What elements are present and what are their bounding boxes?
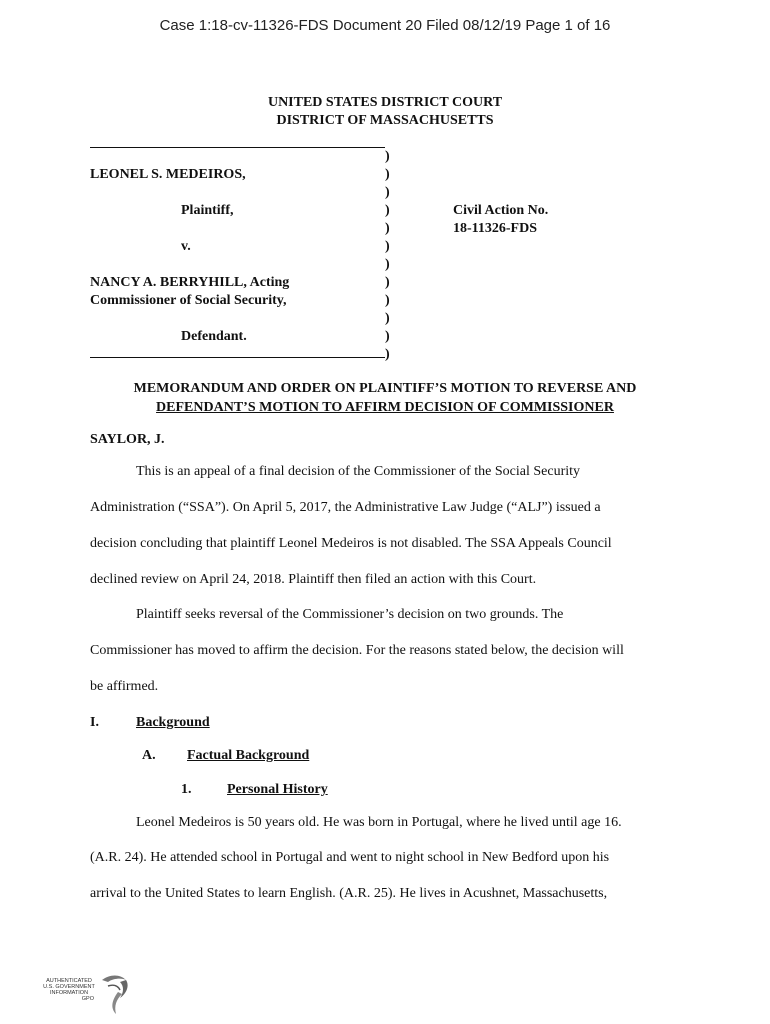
paragraph-1-line-2: Administration (“SSA”). On April 5, 2017, the Administrative Law Judge (“ALJ”) issued a [90, 500, 601, 515]
versus: v. [181, 239, 191, 254]
caption-top-rule [90, 147, 385, 148]
plaintiff-role: Plaintiff, [181, 203, 234, 218]
heading-3-number: 1. [181, 782, 192, 797]
defendant-role: Defendant. [181, 329, 247, 344]
judge-name: SAYLOR, J. [90, 432, 165, 447]
paragraph-2-line-3: be affirmed. [90, 679, 159, 694]
memorandum-title-line1: MEMORANDUM AND ORDER ON PLAINTIFF’S MOTION TO REVERSE AND [133, 381, 637, 396]
caption-parentheses: ) ) ) ) ) ) ) ) ) ) ) ) [385, 149, 390, 362]
defendant-title: Commissioner of Social Security, [90, 293, 287, 308]
heading-2-text: Factual Background [187, 748, 310, 763]
paragraph-3-line-3: arrival to the United States to learn English. (A.R. 25). He lives in Acushnet, Massachusetts, [90, 886, 608, 901]
plaintiff-name: LEONEL S. MEDEIROS, [90, 167, 246, 182]
seal-line-3: INFORMATION [49, 990, 89, 996]
defendant-name: NANCY A. BERRYHILL, Acting [90, 275, 290, 290]
paragraph-1-line-1: This is an appeal of a final decision of the Commissioner of the Social Security [136, 464, 581, 479]
case-header: Case 1:18-cv-11326-FDS Document 20 Filed 08/12/19 Page 1 of 16 [159, 17, 611, 34]
court-district: DISTRICT OF MASSACHUSETTS [276, 113, 494, 128]
eagle-icon [96, 972, 136, 1016]
seal-line-1: AUTHENTICATED [46, 978, 92, 984]
gpo-authentication-seal [40, 972, 140, 1016]
heading-1-text: Background [136, 715, 210, 730]
paragraph-2-line-2: Commissioner has moved to affirm the decision. For the reasons stated below, the decision will [90, 643, 624, 658]
heading-1-number: I. [90, 715, 99, 730]
civil-action-label: Civil Action No. [453, 203, 549, 218]
civil-action-number: 18-11326-FDS [453, 221, 537, 236]
paragraph-1-line-4: declined review on April 24, 2018. Plaintiff then filed an action with this Court. [90, 572, 537, 587]
memorandum-title-line2: DEFENDANT’S MOTION TO AFFIRM DECISION OF COMMISSIONER [156, 400, 614, 415]
court-name: UNITED STATES DISTRICT COURT [267, 95, 503, 110]
caption-bottom-rule [90, 357, 385, 358]
seal-line-4: GPO [81, 996, 94, 1002]
heading-3-text: Personal History [227, 782, 328, 797]
paragraph-1-line-3: decision concluding that plaintiff Leonel Medeiros is not disabled. The SSA Appeals Council [90, 536, 612, 551]
heading-2-number: A. [142, 748, 156, 763]
paragraph-3-line-2: (A.R. 24). He attended school in Portugal and went to night school in New Bedford upon his [90, 850, 610, 865]
paragraph-2-line-1: Plaintiff seeks reversal of the Commissioner’s decision on two grounds. The [136, 607, 564, 622]
seal-line-2: U.S. GOVERNMENT [43, 984, 95, 990]
paragraph-3-line-1: Leonel Medeiros is 50 years old. He was born in Portugal, where he lived until age 16. [136, 815, 622, 830]
